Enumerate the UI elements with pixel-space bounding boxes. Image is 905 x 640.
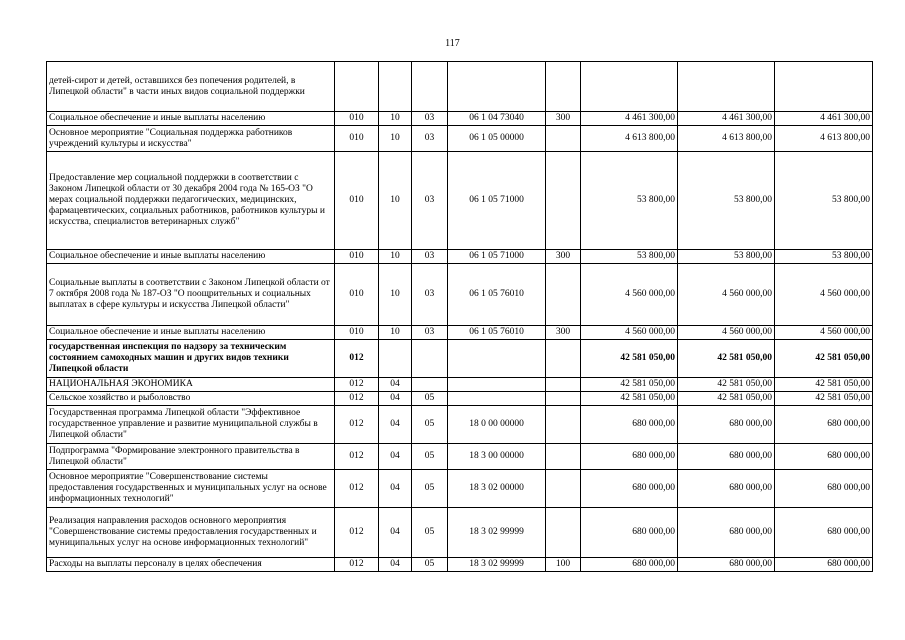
cell-amount-2: 4 560 000,00 <box>678 264 775 326</box>
cell-target-article: 18 3 00 00000 <box>448 444 546 470</box>
cell-amount-1: 53 800,00 <box>581 152 678 250</box>
cell-amount-3: 680 000,00 <box>775 444 873 470</box>
cell-amount-1: 4 560 000,00 <box>581 264 678 326</box>
cell-section: 04 <box>379 378 412 392</box>
cell-name: детей-сирот и детей, оставшихся без попечения родителей, в Липецкой области" в части иных видов социальной поддержки <box>47 62 335 112</box>
cell-amount-1: 4 461 300,00 <box>581 112 678 126</box>
cell-target-article: 06 1 05 00000 <box>448 126 546 152</box>
cell-expense-type <box>546 406 581 444</box>
cell-name: Социальное обеспечение и иные выплаты населению <box>47 326 335 340</box>
cell-amount-1: 42 581 050,00 <box>581 378 678 392</box>
cell-target-article: 18 0 00 00000 <box>448 406 546 444</box>
cell-target-article: 06 1 05 76010 <box>448 264 546 326</box>
cell-subsection: 03 <box>412 126 448 152</box>
cell-ved: 012 <box>335 340 379 378</box>
cell-subsection: 05 <box>412 558 448 572</box>
table-row <box>47 378 873 392</box>
cell-section: 04 <box>379 392 412 406</box>
cell-section: 04 <box>379 508 412 558</box>
cell-amount-1: 680 000,00 <box>581 444 678 470</box>
cell-expense-type <box>546 126 581 152</box>
cell-amount-3: 4 613 800,00 <box>775 126 873 152</box>
cell-expense-type <box>546 508 581 558</box>
cell-ved: 010 <box>335 126 379 152</box>
cell-expense-type <box>546 444 581 470</box>
table-row <box>47 340 873 378</box>
table-row <box>47 444 873 470</box>
table-row <box>47 112 873 126</box>
cell-name: Основное мероприятие "Совершенствование системы предоставления государственных и муниципальных услуг на основе информационных технологий" <box>47 470 335 508</box>
cell-amount-3: 680 000,00 <box>775 558 873 572</box>
cell-amount-2: 680 000,00 <box>678 406 775 444</box>
cell-amount-3: 4 461 300,00 <box>775 112 873 126</box>
cell-ved: 010 <box>335 112 379 126</box>
cell-ved: 010 <box>335 326 379 340</box>
cell-ved: 010 <box>335 264 379 326</box>
cell-section: 04 <box>379 470 412 508</box>
table-body <box>47 62 873 572</box>
cell-target-article <box>448 62 546 112</box>
table-row <box>47 326 873 340</box>
cell-amount-1: 4 560 000,00 <box>581 326 678 340</box>
cell-expense-type <box>546 378 581 392</box>
cell-amount-2: 680 000,00 <box>678 558 775 572</box>
cell-ved: 012 <box>335 378 379 392</box>
table-row <box>47 508 873 558</box>
cell-amount-2: 53 800,00 <box>678 152 775 250</box>
cell-amount-2: 4 461 300,00 <box>678 112 775 126</box>
cell-target-article <box>448 378 546 392</box>
cell-amount-2: 53 800,00 <box>678 250 775 264</box>
cell-target-article: 18 3 02 99999 <box>448 558 546 572</box>
cell-amount-3: 4 560 000,00 <box>775 326 873 340</box>
cell-amount-1: 680 000,00 <box>581 470 678 508</box>
cell-amount-3: 4 560 000,00 <box>775 264 873 326</box>
cell-ved: 010 <box>335 152 379 250</box>
cell-amount-3: 42 581 050,00 <box>775 392 873 406</box>
cell-ved <box>335 62 379 112</box>
cell-section: 10 <box>379 264 412 326</box>
cell-name: Основное мероприятие "Социальная поддержка работников учреждений культуры и искусства" <box>47 126 335 152</box>
cell-amount-2: 4 613 800,00 <box>678 126 775 152</box>
cell-subsection <box>412 378 448 392</box>
cell-subsection <box>412 62 448 112</box>
cell-amount-3: 42 581 050,00 <box>775 340 873 378</box>
cell-target-article: 06 1 04 73040 <box>448 112 546 126</box>
cell-ved: 012 <box>335 558 379 572</box>
cell-amount-2: 680 000,00 <box>678 444 775 470</box>
cell-name: Сельское хозяйство и рыболовство <box>47 392 335 406</box>
cell-amount-2: 4 560 000,00 <box>678 326 775 340</box>
cell-subsection: 03 <box>412 264 448 326</box>
cell-amount-1: 680 000,00 <box>581 508 678 558</box>
cell-subsection: 03 <box>412 250 448 264</box>
cell-amount-3 <box>775 62 873 112</box>
cell-target-article: 06 1 05 76010 <box>448 326 546 340</box>
cell-section: 04 <box>379 406 412 444</box>
cell-subsection: 03 <box>412 152 448 250</box>
cell-amount-3: 42 581 050,00 <box>775 378 873 392</box>
cell-section: 10 <box>379 112 412 126</box>
cell-subsection: 05 <box>412 508 448 558</box>
table-row <box>47 406 873 444</box>
table-row <box>47 558 873 572</box>
cell-amount-3: 53 800,00 <box>775 250 873 264</box>
cell-name: Государственная программа Липецкой области "Эффективное государственное управление и развитие муниципальной службы в Липецкой области" <box>47 406 335 444</box>
cell-amount-1: 4 613 800,00 <box>581 126 678 152</box>
cell-name: Подпрограмма "Формирование электронного правительства в Липецкой области" <box>47 444 335 470</box>
cell-target-article: 06 1 05 71000 <box>448 250 546 264</box>
cell-amount-2: 680 000,00 <box>678 470 775 508</box>
cell-subsection <box>412 340 448 378</box>
cell-subsection: 05 <box>412 406 448 444</box>
cell-ved: 012 <box>335 392 379 406</box>
budget-table <box>46 61 873 572</box>
table-row <box>47 152 873 250</box>
cell-amount-2: 42 581 050,00 <box>678 340 775 378</box>
cell-expense-type <box>546 340 581 378</box>
cell-amount-3: 680 000,00 <box>775 508 873 558</box>
cell-expense-type <box>546 152 581 250</box>
cell-expense-type: 100 <box>546 558 581 572</box>
cell-amount-2: 42 581 050,00 <box>678 392 775 406</box>
cell-expense-type: 300 <box>546 112 581 126</box>
cell-expense-type <box>546 392 581 406</box>
cell-expense-type <box>546 62 581 112</box>
cell-amount-1: 680 000,00 <box>581 558 678 572</box>
cell-target-article <box>448 340 546 378</box>
cell-target-article: 06 1 05 71000 <box>448 152 546 250</box>
cell-amount-1: 42 581 050,00 <box>581 340 678 378</box>
cell-section <box>379 340 412 378</box>
cell-amount-1 <box>581 62 678 112</box>
cell-section: 10 <box>379 250 412 264</box>
cell-amount-1: 53 800,00 <box>581 250 678 264</box>
cell-expense-type <box>546 264 581 326</box>
cell-section: 10 <box>379 326 412 340</box>
table-row <box>47 264 873 326</box>
cell-section: 10 <box>379 152 412 250</box>
cell-name: государственная инспекция по надзору за техническим состоянием самоходных машин и других видов техники Липецкой области <box>47 340 335 378</box>
page-number: 117 <box>445 38 460 49</box>
table-row <box>47 470 873 508</box>
cell-amount-3: 53 800,00 <box>775 152 873 250</box>
cell-expense-type: 300 <box>546 326 581 340</box>
cell-name: НАЦИОНАЛЬНАЯ ЭКОНОМИКА <box>47 378 335 392</box>
cell-amount-3: 680 000,00 <box>775 470 873 508</box>
cell-target-article <box>448 392 546 406</box>
cell-ved: 012 <box>335 470 379 508</box>
cell-name: Реализация направления расходов основного мероприятия "Совершенствование системы предоставления государственных и муниципальных услуг на основе информационных технологий" <box>47 508 335 558</box>
cell-section: 10 <box>379 126 412 152</box>
cell-section <box>379 62 412 112</box>
table-row <box>47 62 873 112</box>
cell-name: Предоставление мер социальной поддержки в соответствии с Законом Липецкой области от 30 декабря 2004 года № 165-ОЗ "О мерах социальной поддержки педагогических, медицинских, фармацевтических, социальных работников, работников культуры и искусства, специалистов ветеринарных служб" <box>47 152 335 250</box>
cell-subsection: 05 <box>412 470 448 508</box>
table-row <box>47 250 873 264</box>
cell-ved: 010 <box>335 250 379 264</box>
cell-ved: 012 <box>335 406 379 444</box>
cell-name: Социальные выплаты в соответствии с Законом Липецкой области от 7 октября 2008 года № 187-ОЗ "О поощрительных и социальных выплатах в сфере культуры и искусства Липецкой области" <box>47 264 335 326</box>
table-row <box>47 126 873 152</box>
cell-amount-1: 680 000,00 <box>581 406 678 444</box>
cell-target-article: 18 3 02 00000 <box>448 470 546 508</box>
cell-amount-2: 42 581 050,00 <box>678 378 775 392</box>
cell-subsection: 03 <box>412 326 448 340</box>
cell-amount-2: 680 000,00 <box>678 508 775 558</box>
cell-section: 04 <box>379 444 412 470</box>
cell-target-article: 18 3 02 99999 <box>448 508 546 558</box>
cell-subsection: 05 <box>412 444 448 470</box>
cell-name: Социальное обеспечение и иные выплаты населению <box>47 112 335 126</box>
cell-ved: 012 <box>335 444 379 470</box>
cell-name: Социальное обеспечение и иные выплаты населению <box>47 250 335 264</box>
cell-expense-type <box>546 470 581 508</box>
cell-section: 04 <box>379 558 412 572</box>
cell-amount-2 <box>678 62 775 112</box>
cell-name: Расходы на выплаты персоналу в целях обеспечения <box>47 558 335 572</box>
cell-subsection: 03 <box>412 112 448 126</box>
table-row <box>47 392 873 406</box>
cell-expense-type: 300 <box>546 250 581 264</box>
cell-amount-1: 42 581 050,00 <box>581 392 678 406</box>
cell-ved: 012 <box>335 508 379 558</box>
cell-amount-3: 680 000,00 <box>775 406 873 444</box>
cell-subsection: 05 <box>412 392 448 406</box>
